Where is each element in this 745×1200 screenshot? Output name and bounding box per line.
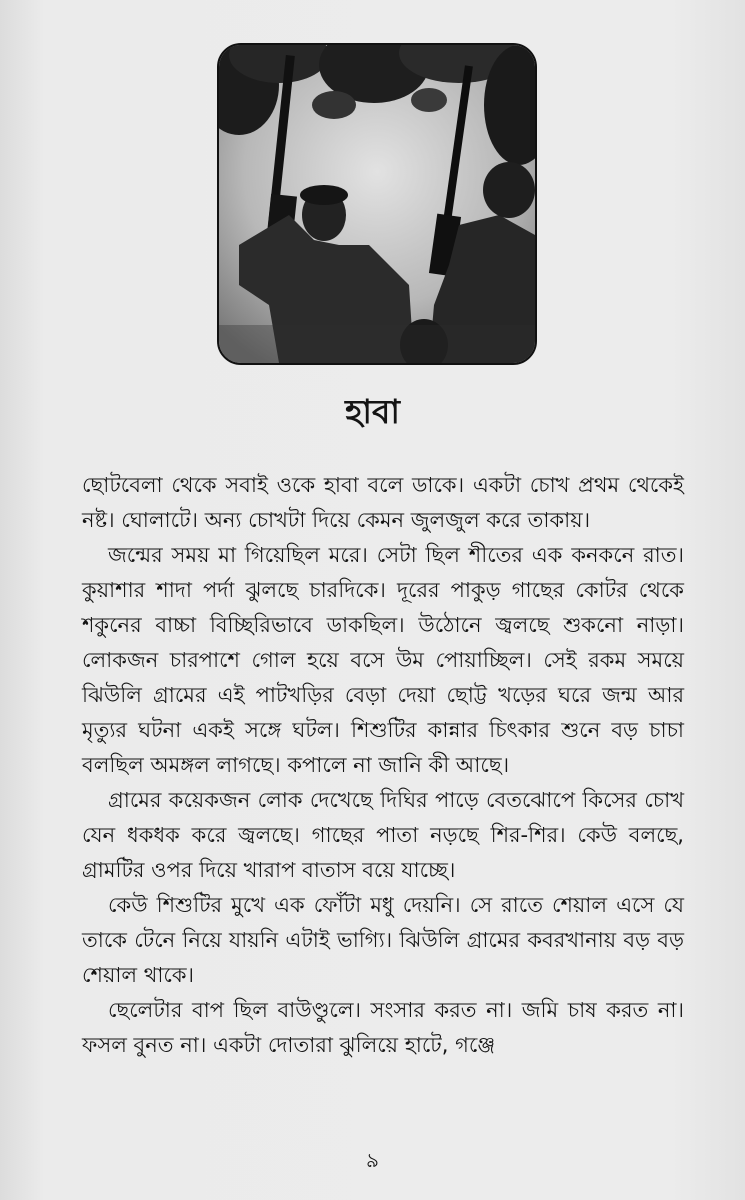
paragraph: ছেলেটার বাপ ছিল বাউণ্ডুলে। সংসার করত না। জমি চাষ করত না। ফসল বুনত না। একটা দোতারা ঝুলিয়ে হাটে, গঞ্জে [82,998,684,1057]
chapter-body [82,468,684,1063]
chapter-title: হাবা [345,392,400,431]
paragraph: গ্রামের কয়েকজন লোক দেখেছে দিঘির পাড়ে বেতঝোপে কিসের চোখ যেন ধকধক করে জ্বলছে। গাছের পাতা নড়ছে শির-শির। কেউ বলছে, গ্রামটির ওপর দিয়ে খারাপ বাতাস বয়ে যাচ্ছে। [82,788,684,882]
paragraph: ছোটবেলা থেকে সবাই ওকে হাবা বলে ডাকে। একটা চোখ প্রথম থেকেই নষ্ট। ঘোলাটে। অন্য চোখটা দিয়ে কেমন জুলজুল করে তাকায়। [82,473,684,532]
chapter-photo [217,43,537,365]
paragraph: জন্মের সময় মা গিয়েছিল মরে। সেটা ছিল শীতের এক কনকনে রাত। কুয়াশার শাদা পর্দা ঝুলছে চারদিকে। দূরের পাকুড় গাছের কোটর থেকে শকুনের বাচ্চা বিচ্ছিরিভাবে ডাকছিল। উঠোনে জ্বলছে শুকনো নাড়া। লোকজন চারপাশে গোল হয়ে বসে উম পোয়াচ্ছিল। সেই রকম সময়ে ঝিউলি গ্রামের এই পাটখড়ির বেড়া দেয়া ছোট্ট খড়ের ঘরে জন্ম আর মৃত্যুর ঘটনা একই সঙ্গে ঘটল। শিশুটির কান্নার চিৎকার শুনে বড় চাচা বলছিল অমঙ্গল লাগছে। কপালে না জানি কী আছে। [82,543,684,777]
paragraph: কেউ শিশুটির মুখে এক ফোঁটা মধু দেয়নি। সে রাতে শেয়াল এসে যে তাকে টেনে নিয়ে যায়নি এটাই ভাগ্যি। ঝিউলি গ্রামের কবরখানায় বড় বড় শেয়াল থাকে। [82,893,684,987]
soldiers-with-rifles-photo [219,45,535,363]
page-number: ৯ [366,1148,379,1172]
